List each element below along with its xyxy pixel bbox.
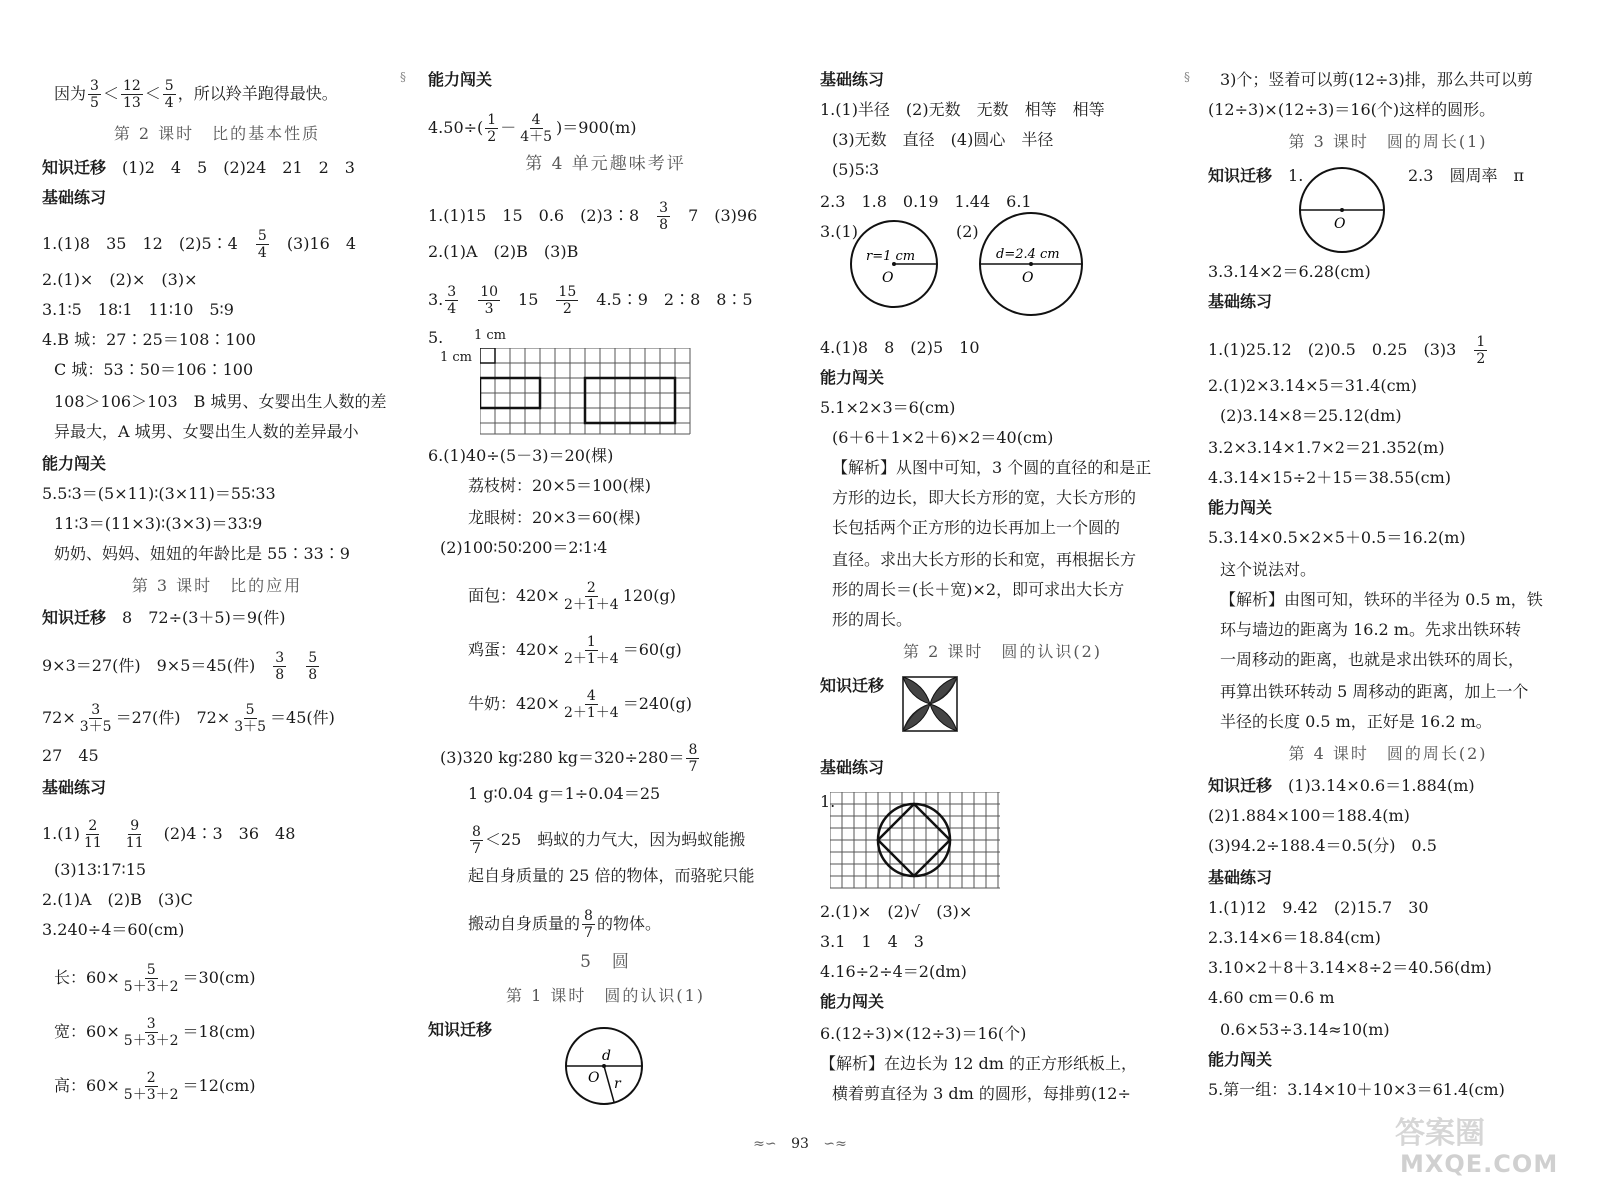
fraction: $\frac{1}{2}$ [487, 112, 497, 145]
label-o: O [1022, 270, 1034, 286]
line: 3.240÷4＝60(cm) [42, 920, 185, 939]
label-diameter: d=2.4 cm [996, 247, 1060, 262]
line: 108＞106＞103 B 城男、女婴出生人数的差 [54, 392, 387, 411]
fraction: $\frac{8}{7}$ [688, 742, 698, 775]
fraction: $\frac{2}{11}$ [83, 818, 102, 851]
line: 3.(1) [820, 222, 858, 241]
line: 荔枝树：20×5＝100(棵) [468, 476, 651, 495]
fraction: $\frac{5}{4}$ [164, 78, 174, 111]
fraction: $\frac{4}{4+5}$ [520, 112, 553, 145]
fraction: $\frac{2}{5+3+2}$ [123, 1070, 179, 1103]
line: 异最大，A 城男、女婴出生人数的差异最小 [54, 422, 359, 441]
section-label: 知识迁移 [820, 676, 885, 695]
section-label: 基础练习 [1208, 292, 1273, 311]
line: 知识迁移 8 72÷(3＋5)＝9(件) [42, 608, 286, 627]
line: 3. $\frac{3}{4}$ $\frac{10}{3}$ 15 $\frac{15}{2}$ 4.5∶9 2∶8 8∶5 [428, 284, 753, 317]
line: 这个说法对。 [1220, 560, 1317, 579]
line: (3)无数 直径 (4)圆心 半径 [832, 130, 1054, 149]
line: 环与墙边的距离为 16.2 m。先求出铁环转 [1220, 620, 1521, 639]
fraction: $\frac{5}{4}$ [257, 228, 267, 261]
fraction: $\frac{1}{2+1+4}$ [563, 634, 619, 667]
page-number: 93 [791, 1136, 809, 1152]
line: 1.(1)8 35 12 (2)5∶4 $\frac{5}{4}$ (3)16 4 [42, 228, 357, 261]
line: 再算出铁环转动 5 周移动的距离，加上一个 [1220, 682, 1529, 701]
column-divider-ornament: § [1184, 70, 1190, 84]
line: 4.60 cm＝0.6 m [1208, 988, 1335, 1007]
line: 面包：420× $\frac{2}{2+1+4}$ 120(g) [468, 580, 676, 613]
line: 6.(12÷3)×(12÷3)＝16(个) [820, 1024, 1027, 1043]
line-c1-1: 因为 $\frac{3}{5}$ ＜ $\frac{12}{13}$ ＜ $\frac{5}{4}$ ，所以羚羊跑得最快。 [54, 78, 338, 111]
section-label: 基础练习 [1208, 868, 1273, 887]
grid-circle-square-figure [830, 792, 1006, 892]
line: 5.5∶3＝(5×11)∶(3×11)＝55∶33 [42, 484, 276, 503]
section-label: 知识迁移 [42, 608, 107, 627]
fraction: $\frac{2}{2+1+4}$ [563, 580, 619, 613]
line: 3)个；竖着可以剪(12÷3)排，那么共可以剪 [1220, 70, 1533, 89]
line: 1.(1)12 9.42 (2)15.7 30 [1208, 898, 1429, 917]
line: 4.3.14×15÷2＋15＝38.55(cm) [1208, 468, 1452, 487]
line: 9×3＝27(件) 9×5＝45(件) $\frac{3}{8}$ $\frac{5}{8}$ [42, 650, 318, 683]
line: 2.3 圆周率 π [1408, 166, 1524, 185]
line: (3)13∶17∶15 [54, 860, 147, 879]
line: (6＋6＋1×2＋6)×2＝40(cm) [832, 428, 1054, 447]
section-label: 能力闯关 [820, 992, 885, 1011]
label-o: O [588, 1070, 600, 1086]
label-d: d [602, 1048, 611, 1064]
line: (3)320 kg∶280 kg＝320÷280＝ $\frac{8}{7}$ [440, 742, 698, 775]
section-label: 基础练习 [820, 758, 885, 777]
line: 1.(1)15 15 0.6 (2)3∶8 $\frac{3}{8}$ 7 (3)96 [428, 200, 758, 233]
fraction: $\frac{12}{13}$ [122, 78, 141, 111]
line: 2.3.14×6＝18.84(cm) [1208, 928, 1381, 947]
circle-diameter-figure [1294, 166, 1390, 256]
line: 2.3 1.8 0.19 1.44 6.1 [820, 192, 1032, 211]
line: 方形的边长，即大长方形的宽，大长方形的 [832, 488, 1137, 507]
line: 4.(1)8 8 (2)5 10 [820, 338, 980, 357]
line: 11∶3＝(11×3)∶(3×3)＝33∶9 [54, 514, 263, 533]
line: 横着剪直径为 3 dm 的圆形，每排剪(12÷ [832, 1084, 1131, 1103]
line: 知识迁移 (1)2 4 5 (2)24 21 2 3 [42, 158, 355, 177]
chapter-heading: 5 圆 [580, 952, 631, 972]
line: (2)3.14×8＝25.12(dm) [1220, 406, 1402, 425]
fraction: $\frac{9}{11}$ [125, 818, 144, 851]
line: 形的周长＝(长＋宽)×2，即可求出大长方 [832, 580, 1125, 599]
line: 4.B 城：27∶25＝108∶100 [42, 330, 256, 349]
line: 1 g∶0.04 g＝1÷0.04＝25 [468, 784, 661, 803]
line: 72× $\frac{3}{3+5}$ ＝27(件) 72× $\frac{5}{3+5}$ ＝45(件) [42, 702, 335, 735]
line: 2.(1)A (2)B (3)B [428, 242, 579, 261]
grid-scale-label: 1 cm [440, 350, 473, 365]
lesson-heading: 第 1 课时 圆的认识(1) [505, 986, 706, 1005]
line: 1. [820, 792, 836, 811]
fraction: $\frac{8}{7}$ [472, 824, 481, 857]
line: 龙眼树：20×3＝60(棵) [468, 508, 641, 527]
line: 27 45 [42, 746, 99, 765]
line: 知识迁移 (1)3.14×0.6＝1.884(m) [1208, 776, 1475, 795]
lesson-heading: 第 3 课时 圆的周长(1) [1288, 132, 1488, 151]
line: 2.(1)× (2)√ (3)× [820, 902, 973, 921]
line: 4.16÷2÷4＝2(dm) [820, 962, 967, 981]
line: (2)1.884×100＝188.4(m) [1208, 806, 1410, 825]
line: 3.3.14×2＝6.28(cm) [1208, 262, 1371, 281]
section-label: 基础练习 [42, 188, 107, 207]
watermark-logo: 答案圈 [1395, 1116, 1485, 1151]
line: 5.1×2×3＝6(cm) [820, 398, 956, 417]
line: (3)94.2÷188.4＝0.5(分) 0.5 [1208, 836, 1437, 855]
line: 一周移动的距离，也就是求出铁环的周长， [1220, 650, 1525, 669]
section-label: 能力闯关 [1208, 498, 1273, 517]
lesson-heading: 第 2 课时 比的基本性质 [113, 124, 321, 143]
section-label: 能力闯关 [428, 70, 493, 89]
footer-ornament-right: ∽≈ [823, 1136, 847, 1152]
lesson-heading: 第 4 课时 圆的周长(2) [1288, 744, 1488, 763]
line: 3.10×2＋8＋3.14×8÷2＝40.56(dm) [1208, 958, 1492, 977]
section-label: 能力闯关 [42, 454, 107, 473]
fraction: $\frac{5}{3+5}$ [234, 702, 267, 735]
line: 3.1∶5 18∶1 11∶10 5∶9 [42, 300, 234, 319]
line: 0.6×53÷3.14≈10(m) [1220, 1020, 1390, 1039]
line: 【解析】在边长为 12 dm 的正方形纸板上， [820, 1054, 1138, 1073]
line: 5.3.14×0.5×2×5＋0.5＝16.2(m) [1208, 528, 1466, 547]
line: 5. [428, 328, 444, 347]
line: 6.(1)40÷(5－3)＝20(棵) [428, 446, 614, 465]
line: 牛奶：420× $\frac{4}{2+1+4}$ ＝240(g) [468, 688, 692, 721]
fraction: $\frac{3}{8}$ [275, 650, 285, 683]
line: 2.(1)× (2)× (3)× [42, 270, 198, 289]
fraction: $\frac{10}{3}$ [480, 284, 499, 317]
line: 4.50÷( $\frac{1}{2}$ － $\frac{4}{4+5}$ )＝900(m) [428, 112, 637, 145]
grid-scale-label: 1 cm [474, 328, 507, 343]
section-label: 知识迁移 [1208, 166, 1273, 185]
section-label: 知识迁移 [428, 1020, 493, 1039]
line: 3.1 1 4 3 [820, 932, 924, 951]
footer-ornament-left: ≈∽ [753, 1136, 777, 1152]
line: (12÷3)×(12÷3)＝16(个)这样的圆形。 [1208, 100, 1496, 119]
line: 1.(1)25.12 (2)0.5 0.25 (3)3 $\frac{1}{2}$ [1208, 334, 1486, 367]
line: (2) [956, 222, 979, 241]
line: 长：60× $\frac{5}{5+3+2}$ ＝30(cm) [54, 962, 256, 995]
line: 搬动自身质量的 $\frac{8}{7}$ 的物体。 [468, 908, 661, 941]
fraction: $\frac{3}{5}$ [90, 78, 99, 111]
fraction: $\frac{8}{7}$ [584, 908, 593, 941]
line: 1.(1) $\frac{2}{11}$ $\frac{9}{11}$ (2)4∶3 36 48 [42, 818, 296, 851]
line: 【解析】从图中可知，3 个圆的直径的和是正 [832, 458, 1152, 477]
line: 高：60× $\frac{2}{5+3+2}$ ＝12(cm) [54, 1070, 256, 1103]
section-label: 能力闯关 [820, 368, 885, 387]
line: 起自身质量的 25 倍的物体，而骆驼只能 [468, 866, 755, 885]
line: (5)5∶3 [832, 160, 880, 179]
fraction: $\frac{3}{5+3+2}$ [123, 1016, 179, 1049]
line: 直径。求出大长方形的长和宽，再根据长方 [832, 550, 1137, 569]
line: (2)100∶50∶200＝2∶1∶4 [440, 538, 608, 557]
watermark-url: MXQE.COM [1400, 1150, 1559, 1178]
unit-heading: 第 4 单元趣味考评 [525, 154, 686, 174]
section-label: 基础练习 [42, 778, 107, 797]
fraction: $\frac{3}{4}$ [447, 284, 457, 317]
section-label: 基础练习 [820, 70, 885, 89]
fraction: $\frac{3}{3+5}$ [79, 702, 112, 735]
circle-radius-diameter-figure [560, 1026, 650, 1106]
fraction: $\frac{5}{8}$ [308, 650, 318, 683]
section-label: 知识迁移 [42, 158, 107, 177]
line: C 城：53∶50＝106∶100 [54, 360, 254, 379]
fraction: $\frac{4}{2+1+4}$ [563, 688, 619, 721]
line: $\frac{8}{7}$ ＜25 蚂蚁的力气大，因为蚂蚁能搬 [472, 824, 746, 857]
circle-diameter-figure [976, 210, 1086, 320]
lesson-heading: 第 2 课时 圆的认识(2) [902, 642, 1103, 661]
section-label: 知识迁移 [1208, 776, 1273, 795]
line: 1.(1)半径 (2)无数 无数 相等 相等 [820, 100, 1105, 119]
grid-rectangles-figure [480, 348, 696, 438]
line: 宽：60× $\frac{3}{5+3+2}$ ＝18(cm) [54, 1016, 256, 1049]
label-o: O [882, 270, 894, 286]
fraction: $\frac{15}{2}$ [558, 284, 577, 317]
circle-radius-figure [846, 218, 942, 312]
line: 2.(1)2×3.14×5＝31.4(cm) [1208, 376, 1417, 395]
fraction: $\frac{1}{2}$ [1476, 334, 1486, 367]
line: 知识迁移 1. [1208, 166, 1304, 185]
page-footer [720, 1136, 880, 1152]
label-radius: r=1 cm [866, 249, 916, 264]
lesson-heading: 第 3 课时 比的应用 [131, 576, 303, 595]
label-o: O [1334, 216, 1346, 232]
line: 2.(1)A (2)B (3)C [42, 890, 193, 909]
section-label: 能力闯关 [1208, 1050, 1273, 1069]
fraction: $\frac{5}{5+3+2}$ [123, 962, 179, 995]
column-divider-ornament: § [400, 70, 406, 84]
line: 【解析】由图可知，铁环的半径为 0.5 m，铁 [1220, 590, 1543, 609]
line: 形的周长。 [832, 610, 913, 629]
fraction: $\frac{3}{8}$ [659, 200, 669, 233]
line: 3.2×3.14×1.7×2＝21.352(m) [1208, 438, 1445, 457]
line: 奶奶、妈妈、妞妞的年龄比是 55∶33∶9 [54, 544, 350, 563]
line: 鸡蛋：420× $\frac{1}{2+1+4}$ ＝60(g) [468, 634, 682, 667]
line: 半径的长度 0.5 m，正好是 16.2 m。 [1220, 712, 1492, 731]
label-r: r [614, 1076, 621, 1092]
line: 5.第一组：3.14×10＋10×3＝61.4(cm) [1208, 1080, 1505, 1099]
line: 长包括两个正方形的边长再加上一个圆的 [832, 518, 1121, 537]
four-petal-figure [902, 676, 960, 734]
